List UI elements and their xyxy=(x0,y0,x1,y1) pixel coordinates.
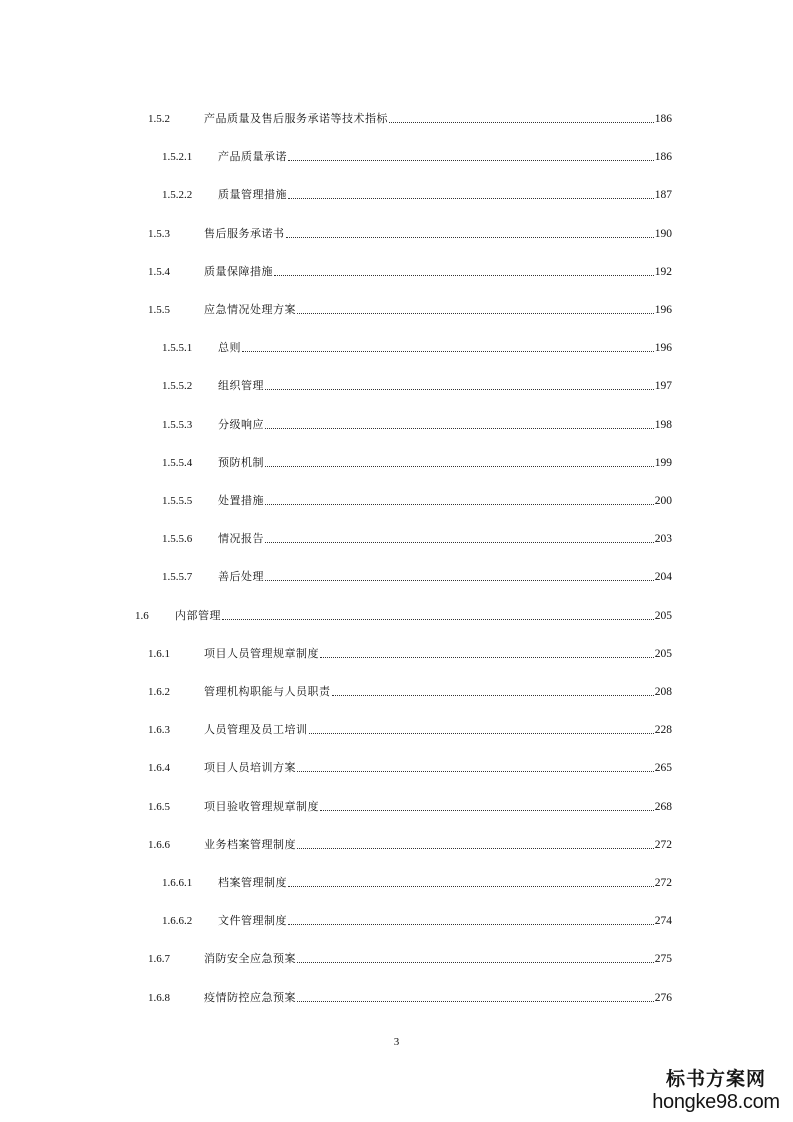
toc-entry-number: 1.6.6.1 xyxy=(162,877,193,889)
toc-entry-title: 疫情防控应急预案 xyxy=(204,991,296,1004)
toc-entry-number: 1.5.2.1 xyxy=(162,151,193,163)
toc-entry-number: 1.5.5 xyxy=(148,304,170,316)
toc-entry-title: 文件管理制度 xyxy=(218,914,287,927)
toc-entry-number: 1.6.3 xyxy=(148,724,170,736)
toc-entry-title: 质量保障措施 xyxy=(204,265,273,278)
toc-entry-page: 275 xyxy=(654,953,672,965)
toc-entry-page: 186 xyxy=(654,151,672,163)
toc-entry-number: 1.6.8 xyxy=(148,992,170,1004)
toc-entry-number: 1.5.5.2 xyxy=(162,380,193,392)
toc-dot-leader xyxy=(297,1001,654,1002)
toc-entry[interactable] xyxy=(148,679,672,699)
toc-entry[interactable] xyxy=(162,488,672,508)
toc-entry-page: 272 xyxy=(654,839,672,851)
toc-entry-number: 1.5.4 xyxy=(148,266,170,278)
toc-entry-title: 档案管理制度 xyxy=(218,876,287,889)
toc-entry-title: 组织管理 xyxy=(218,379,264,392)
toc-entry-number: 1.6.4 xyxy=(148,762,170,774)
toc-dot-leader xyxy=(265,428,654,429)
toc-entry[interactable] xyxy=(148,985,672,1005)
toc-dot-leader xyxy=(265,580,654,581)
toc-entry[interactable] xyxy=(162,335,672,355)
toc-entry-page: 205 xyxy=(654,610,672,622)
toc-dot-leader xyxy=(242,351,654,352)
toc-entry-page: 276 xyxy=(654,992,672,1004)
toc-entry-page: 268 xyxy=(654,801,672,813)
toc-dot-leader xyxy=(320,810,654,811)
toc-entry-page: 187 xyxy=(654,189,672,201)
toc-entry-title: 总则 xyxy=(218,341,241,354)
toc-entry-number: 1.5.5.1 xyxy=(162,342,193,354)
toc-entry-number: 1.5.5.4 xyxy=(162,457,193,469)
toc-entry-number: 1.6.1 xyxy=(148,648,170,660)
toc-entry-page: 196 xyxy=(654,304,672,316)
toc-entry[interactable] xyxy=(162,373,672,393)
toc-entry-title: 应急情况处理方案 xyxy=(204,303,296,316)
toc-entry[interactable] xyxy=(148,832,672,852)
toc-entry-page: 228 xyxy=(654,724,672,736)
toc-entry[interactable] xyxy=(148,946,672,966)
toc-entry[interactable] xyxy=(162,564,672,584)
toc-dot-leader xyxy=(288,198,654,199)
toc-entry-number: 1.5.5.7 xyxy=(162,571,193,583)
toc-entry[interactable] xyxy=(148,259,672,279)
toc-entry-title: 产品质量承诺 xyxy=(218,150,287,163)
toc-entry-title: 质量管理措施 xyxy=(218,188,287,201)
toc-entry-number: 1.6.2 xyxy=(148,686,170,698)
toc-dot-leader xyxy=(309,733,654,734)
toc-entry[interactable] xyxy=(148,221,672,241)
watermark xyxy=(651,1068,781,1114)
toc-entry-number: 1.5.5.5 xyxy=(162,495,193,507)
toc-entry-title: 管理机构职能与人员职责 xyxy=(204,685,331,698)
toc-entry-title: 项目人员培训方案 xyxy=(204,761,296,774)
toc-entry-page: 199 xyxy=(654,457,672,469)
toc-entry-title: 分级响应 xyxy=(218,418,264,431)
toc-entry[interactable] xyxy=(162,144,672,164)
toc-dot-leader xyxy=(389,122,654,123)
toc-entry-page: 190 xyxy=(654,228,672,240)
toc-entry[interactable] xyxy=(162,182,672,202)
toc-entry-title: 业务档案管理制度 xyxy=(204,838,296,851)
toc-entry-title: 内部管理 xyxy=(175,609,221,622)
toc-entry-page: 198 xyxy=(654,419,672,431)
toc-entry-number: 1.5.5.6 xyxy=(162,533,193,545)
toc-entry[interactable] xyxy=(148,106,672,126)
toc-entry-title: 情况报告 xyxy=(218,532,264,545)
toc-entry-page: 200 xyxy=(654,495,672,507)
toc-entry-number: 1.5.3 xyxy=(148,228,170,240)
toc-entry-title: 人员管理及员工培训 xyxy=(204,723,308,736)
toc-entry-page: 204 xyxy=(654,571,672,583)
toc-entry-number: 1.6.6.2 xyxy=(162,915,193,927)
toc-entry[interactable] xyxy=(148,755,672,775)
toc-dot-leader xyxy=(297,962,654,963)
toc-entry[interactable] xyxy=(162,412,672,432)
toc-dot-leader xyxy=(265,542,654,543)
toc-entry-title: 项目验收管理规章制度 xyxy=(204,800,319,813)
toc-dot-leader xyxy=(288,924,654,925)
toc-entry-page: 265 xyxy=(654,762,672,774)
toc-entry-page: 186 xyxy=(654,113,672,125)
toc-entry[interactable] xyxy=(148,794,672,814)
toc-dot-leader xyxy=(274,275,654,276)
toc-dot-leader xyxy=(320,657,654,658)
toc-entry[interactable] xyxy=(162,908,672,928)
toc-entry-title: 售后服务承诺书 xyxy=(204,227,285,240)
toc-dot-leader xyxy=(265,389,654,390)
toc-entry-title: 产品质量及售后服务承诺等技术指标 xyxy=(204,112,388,125)
toc-entry-page: 208 xyxy=(654,686,672,698)
toc-dot-leader xyxy=(297,848,654,849)
toc-dot-leader xyxy=(297,771,654,772)
toc-dot-leader xyxy=(332,695,654,696)
watermark-brand: 标书方案网 xyxy=(665,1068,766,1090)
toc-entry-title: 项目人员管理规章制度 xyxy=(204,647,319,660)
toc-entry[interactable] xyxy=(148,297,672,317)
toc-entry-title: 预防机制 xyxy=(218,456,264,469)
toc-dot-leader xyxy=(288,886,654,887)
toc-entry-number: 1.6.7 xyxy=(148,953,170,965)
toc-entry-number: 1.6 xyxy=(135,610,149,622)
toc-entry-title: 处置措施 xyxy=(218,494,264,507)
toc-entry-page: 192 xyxy=(654,266,672,278)
toc-entry[interactable] xyxy=(148,641,672,661)
toc-dot-leader xyxy=(288,160,654,161)
toc-entry[interactable] xyxy=(162,526,672,546)
toc-entry-page: 196 xyxy=(654,342,672,354)
page-number: 3 xyxy=(393,1036,400,1048)
toc-entry-number: 1.5.2 xyxy=(148,113,170,125)
toc-entry[interactable] xyxy=(148,717,672,737)
toc-entry-number: 1.5.2.2 xyxy=(162,189,193,201)
toc-entry-number: 1.6.5 xyxy=(148,801,170,813)
toc-entry-page: 274 xyxy=(654,915,672,927)
toc-entry-page: 272 xyxy=(654,877,672,889)
toc-entry-title: 消防安全应急预案 xyxy=(204,952,296,965)
toc-entry[interactable] xyxy=(162,450,672,470)
toc-entry[interactable] xyxy=(162,870,672,890)
toc-dot-leader xyxy=(222,619,654,620)
toc-dot-leader xyxy=(286,237,654,238)
toc-entry[interactable] xyxy=(135,603,672,623)
watermark-url: hongke98.com xyxy=(652,1091,780,1113)
toc-entry-page: 205 xyxy=(654,648,672,660)
toc-entry-page: 197 xyxy=(654,380,672,392)
toc-entry-title: 善后处理 xyxy=(218,570,264,583)
toc-dot-leader xyxy=(265,466,654,467)
toc-entry-number: 1.6.6 xyxy=(148,839,170,851)
toc-entry-page: 203 xyxy=(654,533,672,545)
toc-dot-leader xyxy=(265,504,654,505)
toc-entry-number: 1.5.5.3 xyxy=(162,419,193,431)
toc-dot-leader xyxy=(297,313,654,314)
